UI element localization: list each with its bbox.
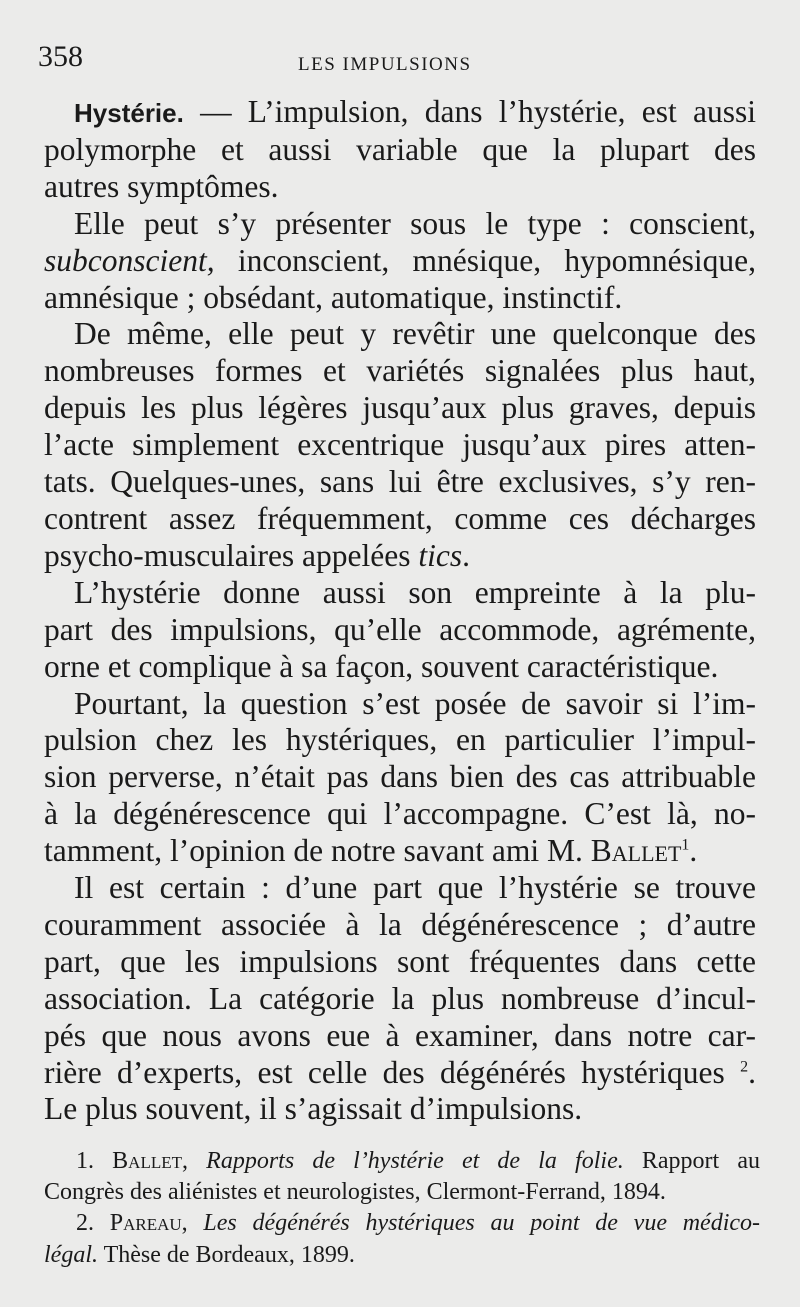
page-number: 358 [38,40,83,73]
text-line: tamment, l’opinion de notre savant ami M. Ballet$^1$. [44,833,698,869]
text-line: pulsion chez les hystériques, en particulier l’impul- [44,722,756,758]
footnote-line: légal. Thèse de Bordeaux, 1899. [44,1241,355,1268]
text-line: autres symptômes. [44,168,279,204]
text-line: L’hystérie donne aussi son empreinte à la plu- [74,574,756,610]
text-line: nombreuses formes et variétés signalées plus haut, [44,353,756,389]
text-line: Il est certain : d’une part que l’hystérie se trouve [74,870,756,906]
footnote-ref: 2 [740,1058,749,1076]
text-line: psycho-musculaires appelées tics. [44,537,470,573]
footnote-line: Congrès des aliénistes et neurologistes, Clermont-Ferrand, 1894. [44,1179,666,1206]
text-line: part, que les impulsions sont fréquentes dans cette [44,943,756,979]
text-line: subconscient, inconscient, mnésique, hypomnésique, [44,242,756,278]
text-line: Le plus souvent, il s’agissait d’impulsions. [44,1091,583,1127]
running-head: LES IMPULSIONS [298,54,472,75]
text-line: Pourtant, la question s’est posée de savoir si l’im- [74,685,756,721]
author-name: Ballet [590,833,682,869]
text-line: De même, elle peut y revêtir une quelconque des [74,316,756,352]
text-line: association. La catégorie la plus nombreuse d’incul- [44,980,756,1016]
footnotes [44,1146,760,1271]
text-line: l’acte simplement excentrique jusqu’aux pires atten- [44,427,756,463]
text-line: amnésique ; obsédant, automatique, instinctif. [44,279,623,315]
footnote-line: 2. Pareau, Les dégénérés hystériques au point de vue médico- [76,1210,761,1237]
text-line: polymorphe et aussi variable que la plupart des [44,131,756,167]
text-line: tats. Quelques-unes, sans lui être exclusives, s’y ren- [44,464,756,500]
text-line: sion perverse, n’était pas dans bien des cas attribuable [44,759,756,795]
text-line: rière d’experts, est celle des dégénérés hystériques $^2$. [44,1054,756,1090]
text-line: pés que nous avons eue à examiner, dans notre car- [44,1017,756,1053]
footnote-ref: 1 [681,836,690,854]
text-line: couramment associée à la dégénérescence ; d’autre [44,906,756,942]
text-line: depuis les plus légères jusqu’aux plus graves, depuis [44,390,756,426]
footnote-line: 1. Ballet, Rapports de l’hystérie et de la folie. Rapport au [76,1148,761,1174]
section-lead: Hystérie. [74,98,184,128]
text-line: contrent assez fréquemment, comme ces décharges [44,500,756,536]
text-line: Elle peut s’y présenter sous le type : conscient, [74,205,756,241]
text-line: orne et complique à sa façon, souvent caractéristique. [44,648,719,684]
text-line: à la dégénérescence qui l’accompagne. C’est là, no- [44,796,756,832]
text-line: Hystérie. — L’impulsion, dans l’hystérie, est aussi [74,94,756,129]
body-text [44,94,756,1128]
text-line: part des impulsions, qu’elle accommode, agrémente, [44,611,756,647]
